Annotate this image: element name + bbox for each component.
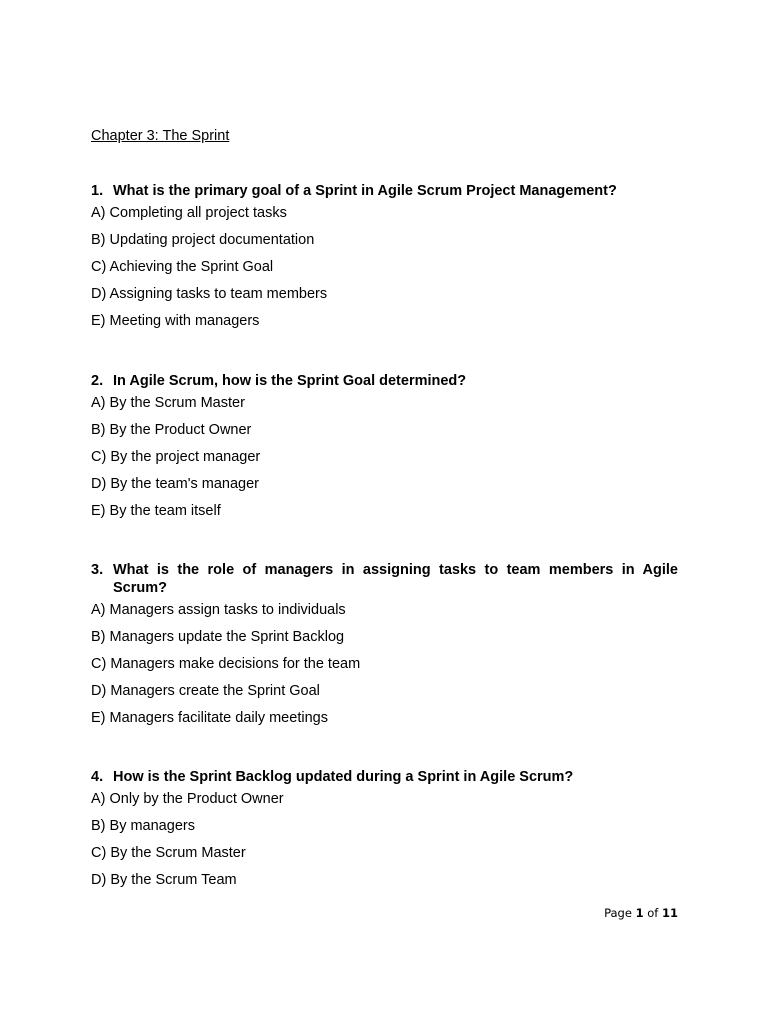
option-c: C) Achieving the Sprint Goal xyxy=(91,259,274,275)
option-a: A) Only by the Product Owner xyxy=(91,791,284,807)
option-a: A) By the Scrum Master xyxy=(91,395,245,411)
question-number: 2. xyxy=(91,373,104,389)
option-c: C) By the Scrum Master xyxy=(91,845,246,861)
options-list xyxy=(91,597,678,732)
question-body: What is the role of managers in assigning tasks to team members in Agile Scrum? xyxy=(113,562,678,596)
option-e: E) Meeting with managers xyxy=(91,313,260,329)
question-body: What is the primary goal of a Sprint in Agile Scrum Project Management? xyxy=(113,183,617,199)
option-d: D) By the team's manager xyxy=(91,476,259,492)
question-body: How is the Sprint Backlog updated during a Sprint in Agile Scrum? xyxy=(113,769,574,785)
option-e: E) Managers facilitate daily meetings xyxy=(91,710,328,726)
question-text xyxy=(91,182,678,200)
option-c: C) By the project manager xyxy=(91,449,261,465)
question-3 xyxy=(91,561,678,732)
question-body: In Agile Scrum, how is the Sprint Goal determined? xyxy=(113,373,467,389)
option-b: B) By the Product Owner xyxy=(91,422,252,438)
option-e: E) By the team itself xyxy=(91,503,221,519)
chapter-title: Chapter 3: The Sprint xyxy=(91,128,230,144)
question-text xyxy=(91,372,678,390)
page-label: Page xyxy=(604,906,632,920)
question-number: 1. xyxy=(91,183,104,199)
option-b: B) Updating project documentation xyxy=(91,232,315,248)
total-pages-number: 11 xyxy=(661,906,678,920)
question-text xyxy=(91,561,678,597)
question-number: 4. xyxy=(91,769,104,785)
question-number: 3. xyxy=(91,562,104,578)
question-text xyxy=(91,768,678,786)
options-list xyxy=(91,200,678,335)
option-c: C) Managers make decisions for the team xyxy=(91,656,361,672)
options-list xyxy=(91,390,678,525)
option-d: D) Managers create the Sprint Goal xyxy=(91,683,320,699)
option-d: D) By the Scrum Team xyxy=(91,872,237,888)
option-b: B) By managers xyxy=(91,818,195,834)
question-1 xyxy=(91,182,678,335)
option-a: A) Completing all project tasks xyxy=(91,205,287,221)
option-d: D) Assigning tasks to team members xyxy=(91,286,328,302)
of-label: of xyxy=(647,906,659,920)
question-4 xyxy=(91,768,678,894)
option-b: B) Managers update the Sprint Backlog xyxy=(91,629,345,645)
page-number-footer xyxy=(604,906,678,920)
current-page-number: 1 xyxy=(635,906,644,920)
question-2 xyxy=(91,372,678,525)
options-list xyxy=(91,786,678,894)
option-a: A) Managers assign tasks to individuals xyxy=(91,602,346,618)
